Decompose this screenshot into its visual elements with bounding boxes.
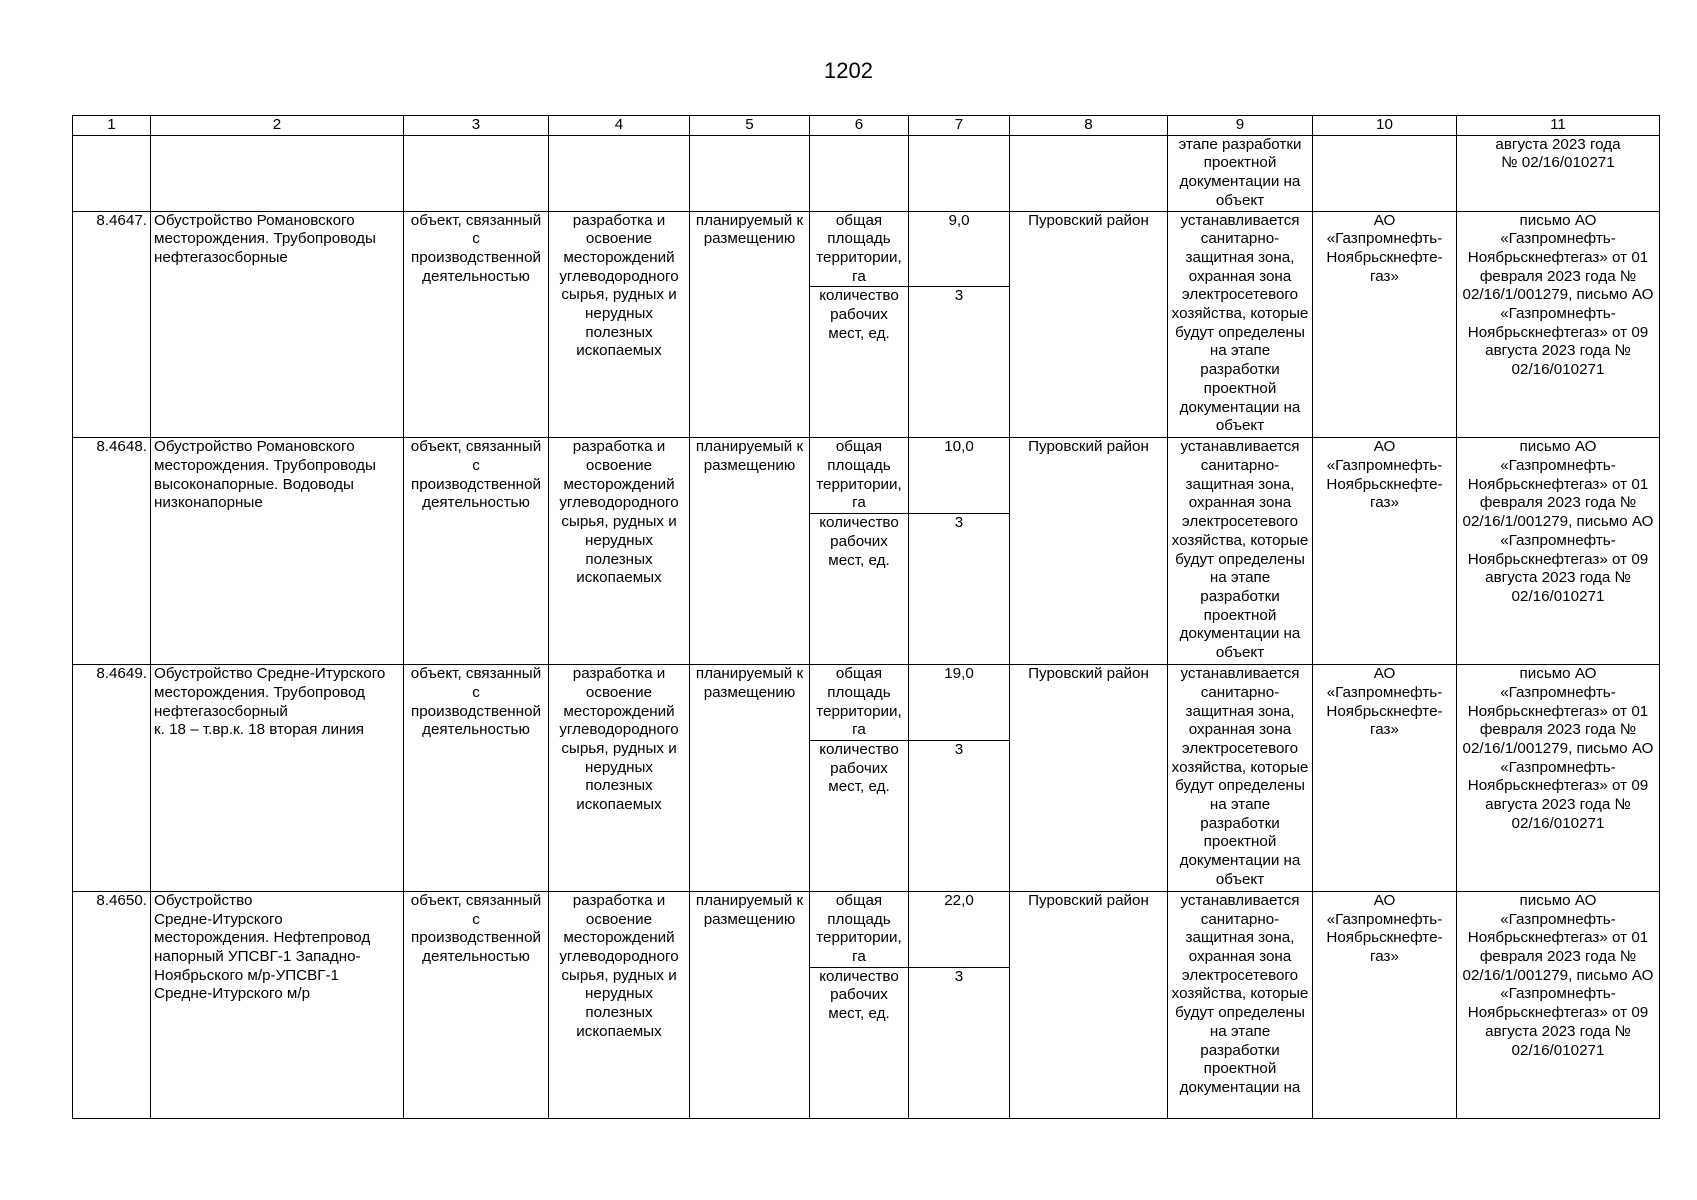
location: Пуровский район [1010,211,1168,438]
param-area-label: общая площадь территории, га [810,438,909,514]
basis-cell: августа 2023 года № 02/16/010271 [1457,135,1660,211]
param-jobs-value: 3 [909,740,1010,891]
zone-cell: устанавливается санитарно-защитная зона, охранная зона электросетевого хозяйства, которые будут определены на этапе разработки проектной документации на [1168,891,1313,1118]
basis-cell: письмо АО «Газпромнефть-Ноябрьскнефтегаз» от 01 февраля 2023 года № 02/16/1/001279, письмо АО «Газпромнефть-Ноябрьскнефтегаз» от 09 августа 2023 года № 02/16/010271 [1457,891,1660,1118]
column-number: 5 [690,116,810,136]
param-jobs-value: 3 [909,514,1010,665]
object-purpose: разработка и освоение месторождений углеводородного сырья, рудных и нерудных полезных ископаемых [549,211,690,438]
basis-cell: письмо АО «Газпромнефть-Ноябрьскнефтегаз» от 01 февраля 2023 года № 02/16/1/001279, письмо АО «Газпромнефть-Ноябрьскнефтегаз» от 09 августа 2023 года № 02/16/010271 [1457,438,1660,665]
param-area-value: 10,0 [909,438,1010,514]
column-number: 8 [1010,116,1168,136]
object-status: планируемый к размещению [690,438,810,665]
column-number: 10 [1313,116,1457,136]
location: Пуровский район [1010,665,1168,892]
row-number: 8.4647. [73,211,151,438]
basis-cell: письмо АО «Газпромнефть-Ноябрьскнефтегаз» от 01 февраля 2023 года № 02/16/1/001279, письмо АО «Газпромнефть-Ноябрьскнефтегаз» от 09 августа 2023 года № 02/16/010271 [1457,211,1660,438]
organization: АО «Газпромнефть-Ноябрьскнефте-газ» [1313,211,1457,438]
object-status: планируемый к размещению [690,891,810,1118]
param-area-label: общая площадь территории, га [810,665,909,741]
table-row [73,438,1660,514]
param-area-value: 9,0 [909,211,1010,287]
param-area-value: 19,0 [909,665,1010,741]
zone-cell: этапе разработки проектной документации на объект [1168,135,1313,211]
object-name: Обустройство Средне-Итурского месторождения. Трубопровод нефтегазосборный к. 18 – т.вр.к. 18 вторая линия [151,665,404,892]
column-number: 6 [810,116,909,136]
param-jobs-value: 3 [909,967,1010,1118]
param-jobs-label: количество рабочих мест, ед. [810,287,909,438]
param-area-value: 22,0 [909,891,1010,967]
location: Пуровский район [1010,891,1168,1118]
row-number: 8.4648. [73,438,151,665]
objects-table [72,115,1660,1119]
column-number: 4 [549,116,690,136]
column-number: 9 [1168,116,1313,136]
object-type: объект, связанный с производственной деятельностью [404,665,549,892]
param-jobs-label: количество рабочих мест, ед. [810,740,909,891]
row-number: 8.4650. [73,891,151,1118]
zone-cell: устанавливается санитарно-защитная зона, охранная зона электросетевого хозяйства, которые будут определены на этапе разработки проектной документации на объект [1168,211,1313,438]
param-jobs-label: количество рабочих мест, ед. [810,514,909,665]
column-number: 1 [73,116,151,136]
zone-cell: устанавливается санитарно-защитная зона, охранная зона электросетевого хозяйства, которые будут определены на этапе разработки проектной документации на объект [1168,438,1313,665]
param-area-label: общая площадь территории, га [810,211,909,287]
param-jobs-label: количество рабочих мест, ед. [810,967,909,1118]
object-type: объект, связанный с производственной деятельностью [404,891,549,1118]
object-status: планируемый к размещению [690,665,810,892]
object-purpose: разработка и освоение месторождений углеводородного сырья, рудных и нерудных полезных ископаемых [549,891,690,1118]
row-number: 8.4649. [73,665,151,892]
column-number-row [73,116,1660,136]
table-row [73,211,1660,287]
location: Пуровский район [1010,438,1168,665]
organization: АО «Газпромнефть-Ноябрьскнефте-газ» [1313,891,1457,1118]
object-status: планируемый к размещению [690,211,810,438]
organization: АО «Газпромнефть-Ноябрьскнефте-газ» [1313,438,1457,665]
continuation-row [73,135,1660,211]
object-type: объект, связанный с производственной деятельностью [404,211,549,438]
object-name: Обустройство Романовского месторождения. Трубопроводы нефтегазосборные [151,211,404,438]
object-name: Обустройство Романовского месторождения. Трубопроводы высоконапорные. Водоводы низконапорные [151,438,404,665]
param-jobs-value: 3 [909,287,1010,438]
zone-cell: устанавливается санитарно-защитная зона, охранная зона электросетевого хозяйства, которые будут определены на этапе разработки проектной документации на объект [1168,665,1313,892]
param-area-label: общая площадь территории, га [810,891,909,967]
basis-cell: письмо АО «Газпромнефть-Ноябрьскнефтегаз» от 01 февраля 2023 года № 02/16/1/001279, письмо АО «Газпромнефть-Ноябрьскнефтегаз» от 09 августа 2023 года № 02/16/010271 [1457,665,1660,892]
column-number: 11 [1457,116,1660,136]
object-purpose: разработка и освоение месторождений углеводородного сырья, рудных и нерудных полезных ископаемых [549,665,690,892]
page-number: 1202 [824,58,873,83]
organization: АО «Газпромнефть-Ноябрьскнефте-газ» [1313,665,1457,892]
object-type: объект, связанный с производственной деятельностью [404,438,549,665]
column-number: 3 [404,116,549,136]
table-row [73,665,1660,741]
object-name: Обустройство Средне-Итурского месторождения. Нефтепровод напорный УПСВГ-1 Западно-Ноябрьского м/р-УПСВГ-1 Средне-Итурского м/р [151,891,404,1118]
column-number: 2 [151,116,404,136]
object-purpose: разработка и освоение месторождений углеводородного сырья, рудных и нерудных полезных ископаемых [549,438,690,665]
column-number: 7 [909,116,1010,136]
table-row [73,891,1660,967]
